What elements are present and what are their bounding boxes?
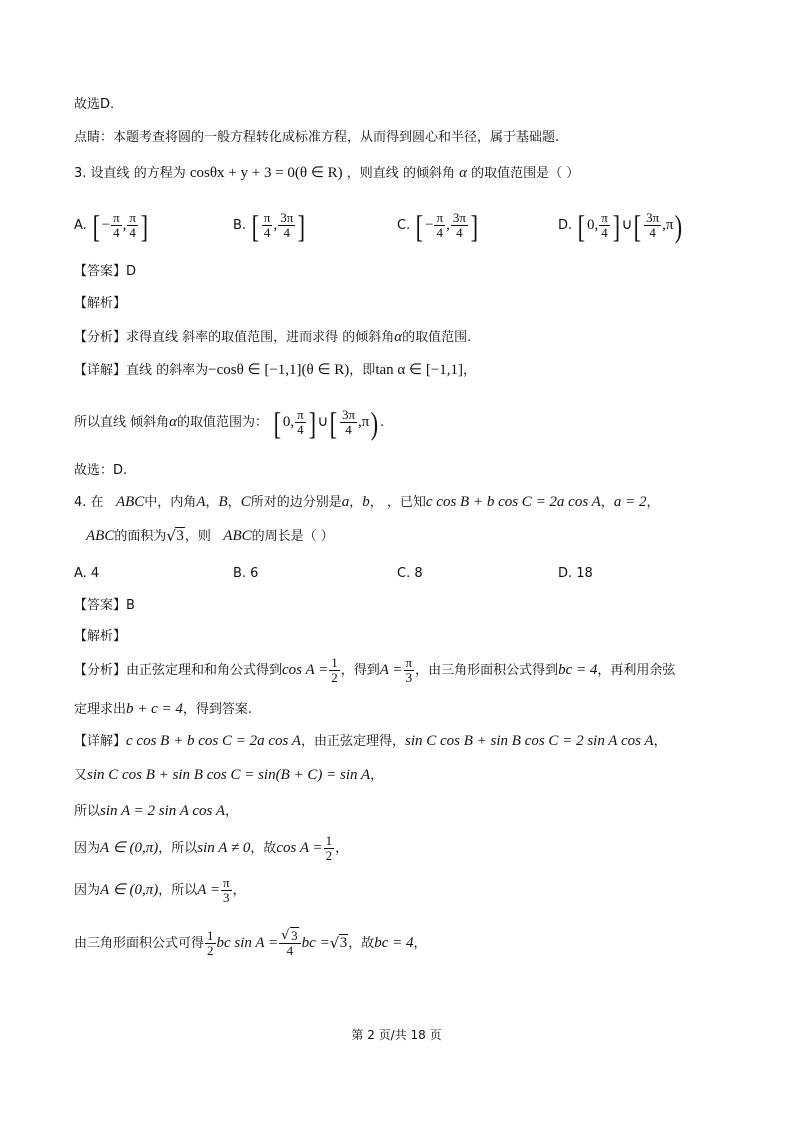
denominator: 4: [436, 225, 444, 240]
fraction: [340, 408, 357, 437]
q4-number: 4. 在: [74, 495, 104, 510]
q4-fenxi-line2: [74, 699, 252, 720]
fenxi-end: 的取值范围.: [402, 330, 472, 345]
side-a: a: [341, 494, 350, 510]
fenxi-text: 【分析】求得直线 斜率的取值范围，进而求得 的倾斜角: [74, 330, 395, 345]
q3-alpha: α: [459, 165, 467, 181]
fenxi-text: 【分析】由正弦定理和和角公式得到: [74, 663, 283, 678]
conclusion-prev: 故选D.: [74, 97, 115, 112]
triangle-abc: ABC: [223, 528, 252, 544]
denominator: 4: [283, 225, 290, 240]
xiangjie-text: ，由正弦定理得，: [300, 734, 405, 749]
denominator: 2: [331, 670, 338, 685]
fraction: [278, 211, 295, 240]
numerator: π: [601, 210, 608, 225]
q4-line-yinwei2: [74, 872, 246, 909]
sin-a-ne: sin A ≠ 0: [197, 840, 251, 856]
denominator: 4: [345, 422, 352, 437]
alpha: α: [394, 329, 403, 345]
denominator: 3: [405, 670, 413, 685]
stem-text: 的面积为: [114, 529, 167, 544]
denominator: 4: [456, 225, 463, 240]
fenxi-text: ，由三角形面积公式得到: [415, 663, 559, 678]
comma-pi: ,π: [358, 414, 370, 430]
comma-pi: ,π: [662, 217, 674, 233]
q3-conclusion: 故选：D.: [74, 463, 128, 478]
angle-b: B: [218, 494, 228, 510]
union-symbol: ∪: [621, 217, 633, 233]
bracket-left: [: [577, 207, 586, 244]
bc-eq: bc = 4: [558, 662, 598, 678]
option-b-label: B.: [233, 218, 247, 233]
paren-right: ): [370, 404, 379, 441]
numerator: π: [263, 210, 271, 225]
denominator: 4: [649, 225, 656, 240]
q3-answer: 【答案】D: [74, 264, 137, 279]
sep: ，: [232, 883, 246, 898]
fraction: [434, 211, 445, 240]
bracket-left: [: [415, 207, 424, 244]
bracket-left: [: [92, 207, 100, 244]
bracket-left: [: [251, 207, 260, 244]
paren-right: ): [675, 207, 683, 244]
yinwei-text: 因为: [74, 883, 101, 898]
q3-suoyi: [74, 404, 384, 441]
a-eq: A =: [379, 662, 403, 678]
a-in-range: A ∈ (0,π): [100, 840, 159, 856]
numerator: 1: [331, 655, 338, 670]
gu-text: ，故: [348, 936, 375, 951]
sep: ，: [205, 495, 219, 510]
fraction: [644, 211, 661, 240]
option-a-label: A.: [74, 218, 87, 233]
q3-option-b: [233, 207, 307, 244]
numerator: π: [113, 210, 120, 225]
q4-option-b: B. 6: [233, 566, 259, 581]
fraction: [127, 211, 138, 240]
radicand: 3: [176, 528, 184, 544]
q3-option-d: [558, 207, 684, 244]
area-expr2: bc =: [301, 935, 330, 951]
a-eq: A =: [197, 882, 221, 898]
q4-fenxi: [74, 652, 675, 689]
side-b: b: [362, 494, 370, 510]
a-in-range: A ∈ (0,π): [100, 882, 159, 898]
q4-line-yinwei1: [74, 830, 348, 867]
sep: ，: [413, 936, 427, 951]
q4-analysis: 【解析】: [74, 629, 127, 644]
q4-line-suoyi: [74, 801, 238, 822]
fraction-half: [324, 834, 335, 863]
area-text: 由三角形面积公式可得: [74, 936, 205, 951]
suoyi-text: ，所以: [158, 883, 198, 898]
denominator: 4: [129, 225, 136, 240]
q3-option-a: [74, 207, 150, 244]
sep: ，: [335, 841, 349, 856]
fenxi-text: 定理求出: [74, 702, 127, 717]
fraction-sqrt3-4: [279, 929, 301, 958]
numerator: 1: [325, 833, 333, 848]
numerator: 1: [207, 928, 214, 943]
comma: ,: [273, 217, 278, 233]
q4-option-a: A. 4: [74, 566, 100, 581]
fraction-pi-3: [404, 656, 415, 685]
bracket-right: ]: [297, 207, 306, 244]
xj-eq1: c cos B + b cos C = 2a cos A: [126, 733, 301, 749]
bracket-right: ]: [140, 207, 149, 244]
sqrt: [166, 526, 185, 546]
xiangjie-text: 【详解】直线 的斜率为: [74, 363, 209, 378]
xj-eq2: sin C cos B + sin B cos C = 2 sin A cos A: [404, 733, 654, 749]
denominator: 4: [113, 225, 120, 240]
stem-text: 中，内角: [144, 495, 197, 510]
comma: ,: [122, 217, 127, 233]
alpha: α: [169, 414, 178, 430]
page-footer: 第 2 页/共 18 页: [351, 1028, 442, 1042]
numerator: π: [129, 210, 136, 225]
suoyi-mid: 的取值范围为：: [177, 415, 269, 430]
q3-stem-a: 3. 设直线: [74, 166, 130, 181]
fraction: [111, 211, 122, 240]
zero-comma: 0,: [586, 217, 599, 233]
q3-stem-c: ，则直线: [346, 166, 399, 181]
q3-xiangjie: [74, 360, 476, 381]
q4-xiangjie: [74, 731, 667, 752]
fraction-half: [329, 656, 340, 685]
stem-text: 的周长是（ ）: [251, 529, 334, 544]
q4-option-c: C. 8: [397, 566, 423, 581]
radicand: 3: [291, 928, 298, 943]
sqrt: [330, 925, 349, 961]
q4-line-you: [74, 765, 383, 786]
numerator: π: [436, 210, 444, 225]
suoyi-text: ，所以: [158, 841, 198, 856]
b-plus-c: b + c = 4: [126, 701, 183, 717]
stem-text: ，则: [184, 529, 211, 544]
union-symbol: ∪: [317, 414, 329, 430]
area-expr: bc sin A =: [216, 935, 279, 951]
option-c-label: C.: [397, 218, 411, 233]
fenxi-text: ，再利用余弦: [597, 663, 676, 678]
bracket-left: [: [329, 404, 338, 441]
bracket-right: ]: [612, 207, 620, 244]
denominator: 4: [601, 225, 608, 240]
bracket-left: [: [634, 207, 642, 244]
tan-range: tan α ∈ [−1,1]: [375, 362, 464, 378]
sep: ，: [227, 495, 241, 510]
comma: ,: [446, 217, 450, 233]
xiangjie-label: 【详解】: [74, 734, 127, 749]
yinwei-text: 因为: [74, 841, 101, 856]
numerator: π: [223, 875, 230, 890]
q3-stem: [74, 163, 579, 184]
sep: ，: [370, 768, 384, 783]
sep: ，: [349, 495, 363, 510]
sep: ，: [646, 495, 660, 510]
numerator: π: [405, 655, 413, 670]
sqrt: [281, 929, 299, 943]
cos-a-eq: cos A =: [276, 840, 323, 856]
fraction: [451, 211, 468, 240]
q3-option-c: [397, 207, 480, 244]
q4-stem-line1: [74, 492, 659, 513]
q3-analysis: 【解析】: [74, 296, 127, 311]
sep: ，: [653, 734, 667, 749]
fraction: [262, 211, 273, 240]
q4-option-d: D. 18: [558, 566, 593, 581]
bc-eq: bc = 4: [374, 935, 414, 951]
suoyi-text: 所以: [74, 804, 101, 819]
you-text: 又: [74, 768, 88, 783]
eq4: sin A = 2 sin A cos A: [100, 803, 226, 819]
gu-text: ，故: [250, 841, 277, 856]
suoyi-text: 所以直线 倾斜角: [74, 415, 170, 430]
q4-line-area: [74, 925, 427, 962]
period: .: [380, 415, 385, 430]
fraction-half: [205, 929, 216, 958]
minus-sign: −: [101, 217, 111, 233]
option-d-label: D.: [558, 218, 573, 233]
fraction: [599, 211, 610, 240]
denominator: 2: [325, 848, 333, 863]
angle-c: C: [240, 494, 251, 510]
denominator: 4: [297, 422, 304, 437]
a-value: a = 2: [613, 494, 647, 510]
given-equation: c cos B + b cos C = 2a cos A: [425, 494, 601, 510]
q3-stem-d: 的倾斜角: [402, 166, 455, 181]
triangle-abc: ABC: [115, 494, 145, 510]
stem-text: 所对的边分别是: [250, 495, 342, 510]
angle-a: A: [196, 494, 206, 510]
eq3: sin C cos B + sin B cos C = sin(B + C) = sin A: [87, 767, 371, 783]
numerator: 3π: [646, 210, 660, 225]
q3-equation: cosθx + y + 3 = 0(θ ∈ R): [189, 165, 343, 181]
fraction: [295, 408, 306, 437]
denominator: 3: [223, 890, 230, 905]
numerator: π: [297, 407, 304, 422]
triangle-abc: ABC: [86, 528, 115, 544]
slope-expr: −cosθ ∈ [−1,1](θ ∈ R): [208, 362, 350, 378]
q4-answer: 【答案】B: [74, 598, 135, 613]
q3-fenxi: [74, 327, 471, 348]
sep: ，: [600, 495, 614, 510]
q3-stem-e: 的取值范围是（ ）: [471, 166, 580, 181]
denominator: 2: [207, 943, 214, 958]
radicand: 3: [339, 935, 348, 951]
bracket-right: ]: [308, 404, 316, 441]
stem-text: ， ，已知: [369, 495, 426, 510]
denominator: 4: [286, 943, 294, 958]
zero-comma: 0,: [282, 414, 295, 430]
fraction-pi-3: [221, 876, 232, 905]
numerator: 3π: [452, 210, 466, 225]
cos-a-eq: cos A =: [282, 662, 329, 678]
note-prev: 点睛：本题考查将圆的一般方程转化成标准方程，从而得到圆心和半径，属于基础题.: [74, 130, 560, 145]
bracket-left: [: [273, 404, 282, 441]
numerator: [279, 929, 301, 944]
minus-sign: −: [425, 217, 434, 233]
bracket-right: ]: [470, 207, 478, 244]
q4-stem-line2: [86, 526, 334, 547]
numerator: 3π: [280, 210, 294, 225]
xiangjie-end: ，: [463, 363, 477, 378]
fenxi-text: ，得到: [340, 663, 380, 678]
sep: ，: [225, 804, 239, 819]
numerator: 3π: [341, 407, 356, 422]
xiangjie-mid: ，即: [349, 363, 376, 378]
q3-stem-b: 的方程为: [133, 166, 186, 181]
fenxi-text: ，得到答案.: [182, 702, 253, 717]
denominator: 4: [263, 225, 271, 240]
